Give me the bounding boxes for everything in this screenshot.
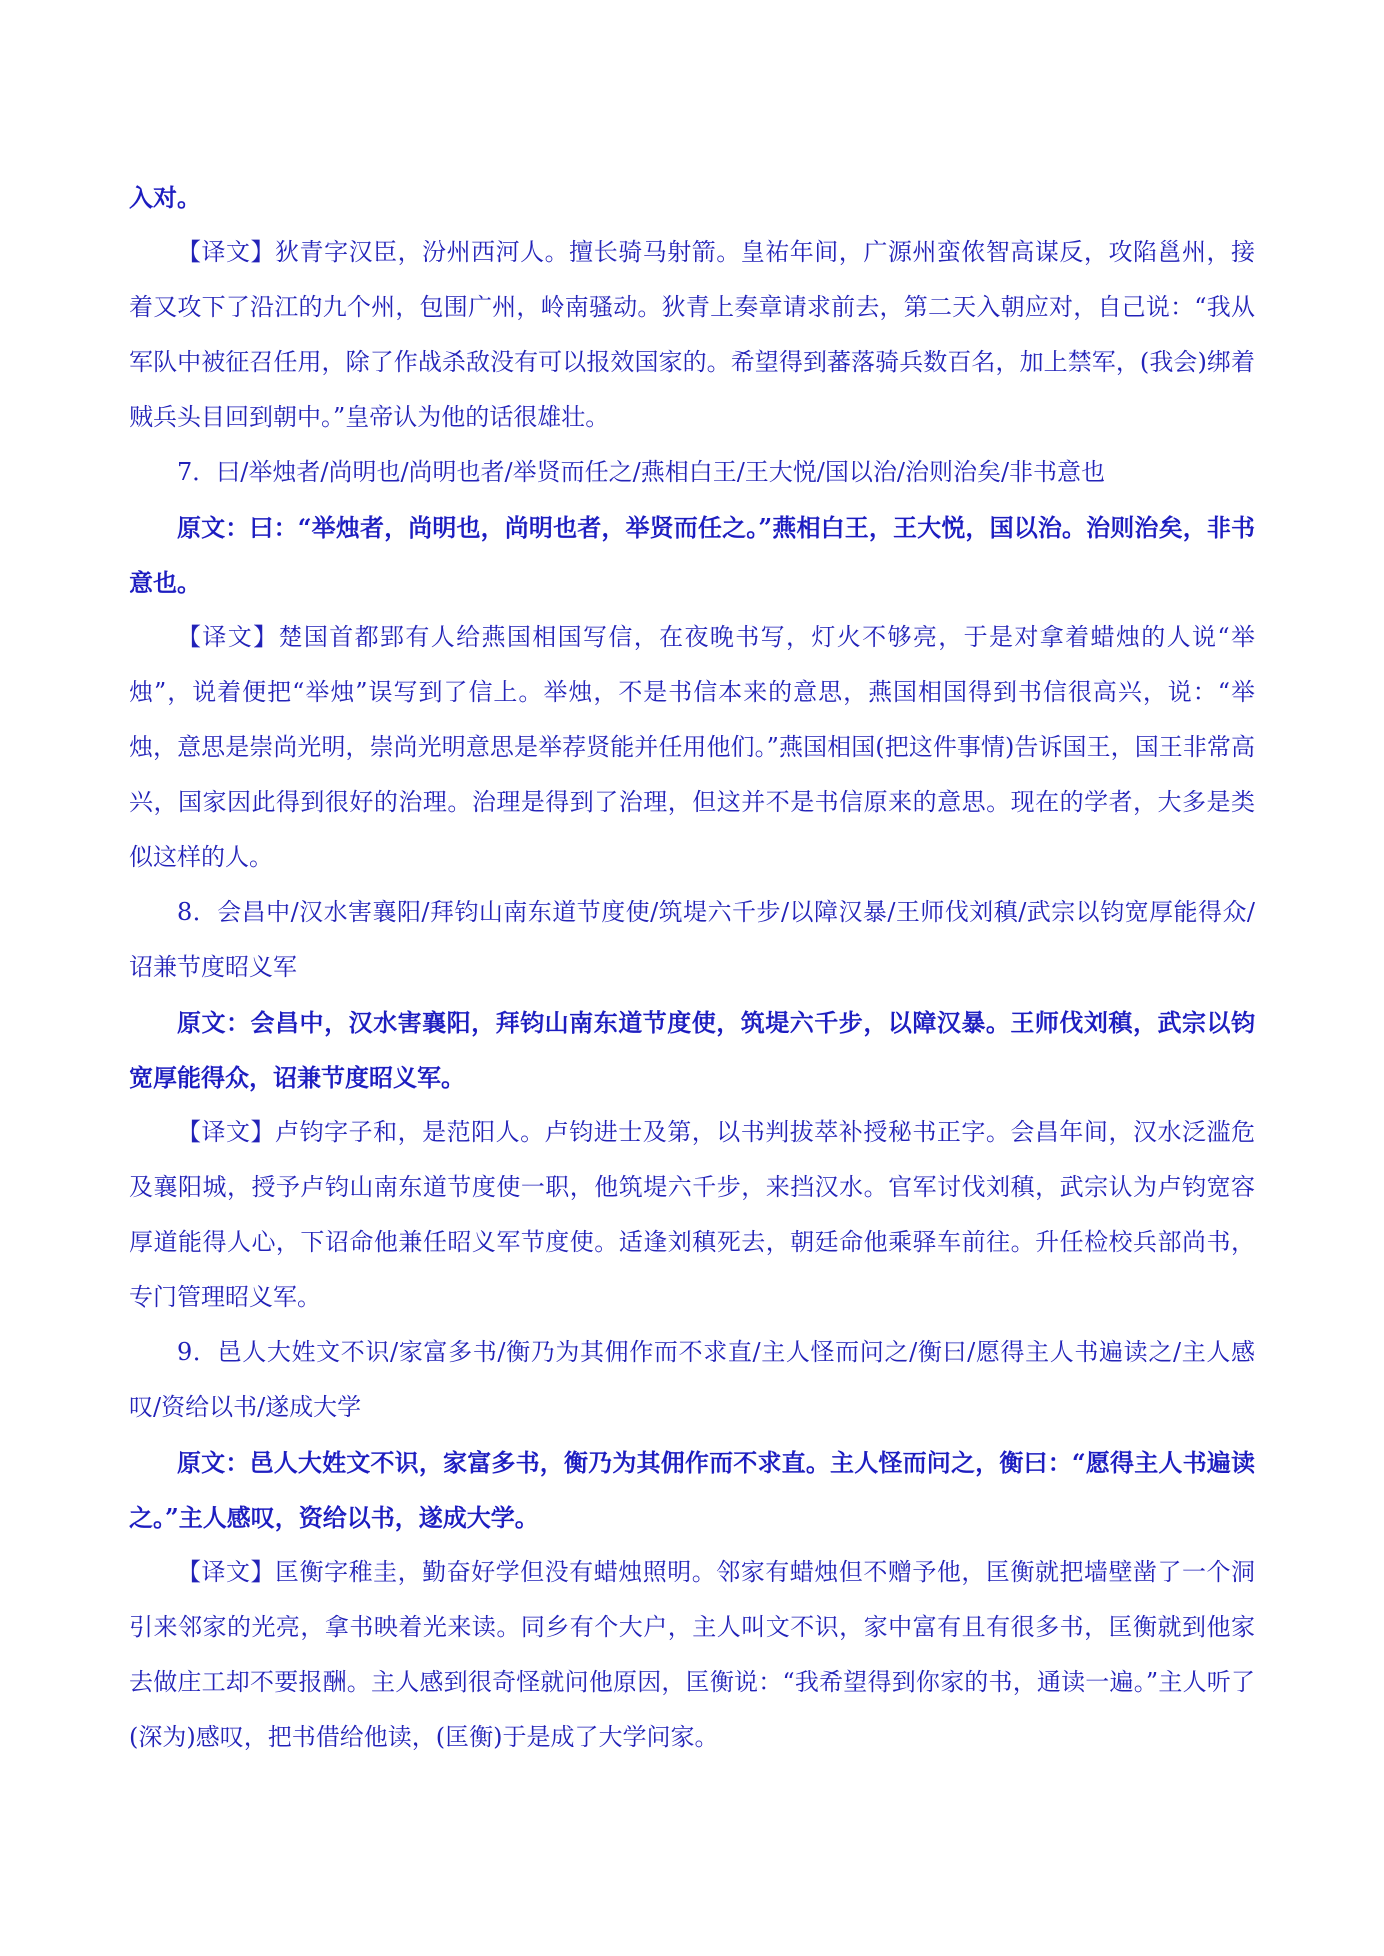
original-text-paragraph: 原文：邑人大姓文不识，家富多书，衡乃为其佣作而不求直。主人怪而问之，衡曰：“愿得主人书遍读之。”主人感叹，资给以书，遂成大学。	[129, 1448, 1255, 1532]
translation-paragraph: 【译文】楚国首都郢有人给燕国相国写信，在夜晚书写，灯火不够亮，于是对拿着蜡烛的人说“举烛”，说着便把“举烛”误写到了信上。举烛，不是书信本来的意思，燕国相国得到书信很高兴，说：“举烛，意思是崇尚光明，崇尚光明意思是举荐贤能并任用他们。”燕国相国(把这件事情)告诉国王，国王非常高兴，国家因此得到很好的治理。治理是得到了治理，但这并不是书信原来的意思。现在的学者，大多是类似这样的人。	[129, 623, 1255, 871]
document-body	[129, 170, 1255, 1765]
original-text-paragraph: 原文：会昌中，汉水害襄阳，拜钧山南东道节度使，筑堤六千步，以障汉暴。王师伐刘稹，武宗以钧宽厚能得众，诏兼节度昭义军。	[129, 1008, 1255, 1092]
translation-paragraph: 【译文】匡衡字稚圭，勤奋好学但没有蜡烛照明。邻家有蜡烛但不赠予他，匡衡就把墙壁凿了一个洞引来邻家的光亮，拿书映着光来读。同乡有个大户，主人叫文不识，家中富有且有很多书，匡衡就到他家去做庄工却不要报酬。主人感到很奇怪就问他原因，匡衡说：“我希望得到你家的书，通读一遍。”主人听了(深为)感叹，把书借给他读，(匡衡)于是成了大学问家。	[129, 1558, 1255, 1751]
paragraph-continuation: 入对。	[129, 183, 201, 212]
answer-line: 9．邑人大姓文不识/家富多书/衡乃为其佣作而不求直/主人怪而问之/衡曰/愿得主人书遍读之/主人感叹/资给以书/遂成大学	[129, 1338, 1255, 1421]
translation-paragraph: 【译文】卢钧字子和，是范阳人。卢钧进士及第，以书判拔萃补授秘书正字。会昌年间，汉水泛滥危及襄阳城，授予卢钧山南东道节度使一职，他筑堤六千步，来挡汉水。官军讨伐刘稹，武宗认为卢钧宽容厚道能得人心，下诏命他兼任昭义军节度使。适逢刘稹死去，朝廷命他乘驿车前往。升任检校兵部尚书，专门管理昭义军。	[129, 1118, 1255, 1311]
original-text-paragraph: 原文：曰：“举烛者，尚明也，尚明也者，举贤而任之。”燕相白王，王大悦，国以治。治则治矣，非书意也。	[129, 513, 1255, 597]
answer-line: 7．曰/举烛者/尚明也/尚明也者/举贤而任之/燕相白王/王大悦/国以治/治则治矣/非书意也	[177, 458, 1106, 486]
answer-line: 8．会昌中/汉水害襄阳/拜钧山南东道节度使/筑堤六千步/以障汉暴/王师伐刘稹/武宗以钧宽厚能得众/诏兼节度昭义军	[129, 898, 1255, 981]
translation-paragraph: 【译文】狄青字汉臣，汾州西河人。擅长骑马射箭。皇祐年间，广源州蛮侬智高谋反，攻陷邕州，接着又攻下了沿江的九个州，包围广州，岭南骚动。狄青上奏章请求前去，第二天入朝应对，自己说：“我从军队中被征召任用，除了作战杀敌没有可以报效国家的。希望得到蕃落骑兵数百名，加上禁军，(我会)绑着贼兵头目回到朝中。”皇帝认为他的话很雄壮。	[129, 238, 1255, 431]
